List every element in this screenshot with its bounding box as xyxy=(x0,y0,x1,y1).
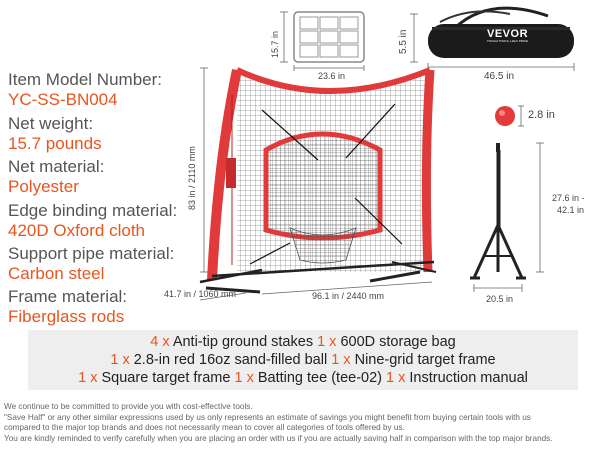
dim-tee-height-a: 27.6 in - xyxy=(552,193,585,203)
spec-value: Fiberglass rods xyxy=(8,307,125,326)
dim-net-width: 96.1 in / 2440 mm xyxy=(312,291,385,301)
spec-value: YC-SS-BN004 xyxy=(8,90,118,109)
disclaimer-line: You are kindly reminded to verify carefully when you are placing an order with us if you are actually saving half in comparison with the top major brands. xyxy=(4,433,553,443)
nine-grid-target-frame xyxy=(294,12,364,62)
contents-item: 2.8-in red 16oz sand-filled ball xyxy=(129,352,332,368)
batting-tee xyxy=(470,143,526,278)
dim-net-depth: 41.7 in / 1060 mm xyxy=(164,289,237,299)
spec-value: Polyester xyxy=(8,177,79,196)
contents-qty: 1 x xyxy=(78,370,98,386)
dim-tee-base: 20.5 in xyxy=(486,294,514,304)
dim-tee-height-b: 42.1 in xyxy=(557,205,585,215)
dim-frame-width: 23.6 in xyxy=(318,71,346,81)
spec-value: 15.7 pounds xyxy=(8,134,102,153)
contents-qty: 1 x xyxy=(331,352,351,368)
spec-value: 420D Oxford cloth xyxy=(8,221,146,240)
contents-qty: 1 x xyxy=(317,334,337,350)
contents-qty: 1 x xyxy=(110,352,130,368)
disclaimer-line: We continue to be committed to provide you with cost-effective tools. xyxy=(4,402,253,411)
contents-qty: 1 x xyxy=(234,370,254,386)
dim-bag-height: 5.5 in xyxy=(398,29,409,54)
dim-bag-length: 46.5 in xyxy=(484,71,515,82)
contents-line-3 xyxy=(28,370,578,386)
disclaimer xyxy=(4,402,598,444)
contents-qty: 4 x xyxy=(150,334,170,350)
contents-line-1 xyxy=(28,334,578,350)
sand-filled-ball xyxy=(495,106,515,126)
brand-logo-text: VEVOR xyxy=(487,28,529,40)
brand-logo xyxy=(487,28,528,43)
contents-item: Batting tee (tee-02) xyxy=(253,370,387,386)
spec-label: Item Model Number: xyxy=(8,70,162,89)
spec-label: Support pipe material: xyxy=(8,244,175,263)
brand-tagline: TOUGH TOOLS, HALF PRICE xyxy=(487,39,529,43)
contents-line-2 xyxy=(28,352,578,368)
spec-label: Frame material: xyxy=(8,287,128,306)
dim-ball-diameter: 2.8 in xyxy=(528,109,555,121)
disclaimer-line: "Save Half" or any other similar expressions used by us only represents an estimate of savings you might benefit from buying certain tools with us xyxy=(4,412,531,422)
contents-item: Square target frame xyxy=(97,370,235,386)
contents-item: Instruction manual xyxy=(405,370,528,386)
package-contents xyxy=(28,330,578,390)
spec-label: Edge binding material: xyxy=(8,201,178,220)
contents-item: Nine-grid target frame xyxy=(350,352,496,368)
batting-net xyxy=(200,70,436,292)
spec-label: Net material: xyxy=(8,157,105,176)
dim-net-height: 83 in / 2110 mm xyxy=(187,146,197,210)
contents-qty: 1 x xyxy=(386,370,406,386)
contents-item: Anti-tip ground stakes xyxy=(169,334,318,350)
spec-value: Carbon steel xyxy=(8,264,105,283)
contents-item: 600D storage bag xyxy=(336,334,456,350)
disclaimer-line: compared to the major top brands and does not necessarily mean to cover all categories of tools offered by us. xyxy=(4,423,405,433)
dim-frame-height: 15.7 in xyxy=(270,30,280,58)
spec-label: Net weight: xyxy=(8,114,94,133)
